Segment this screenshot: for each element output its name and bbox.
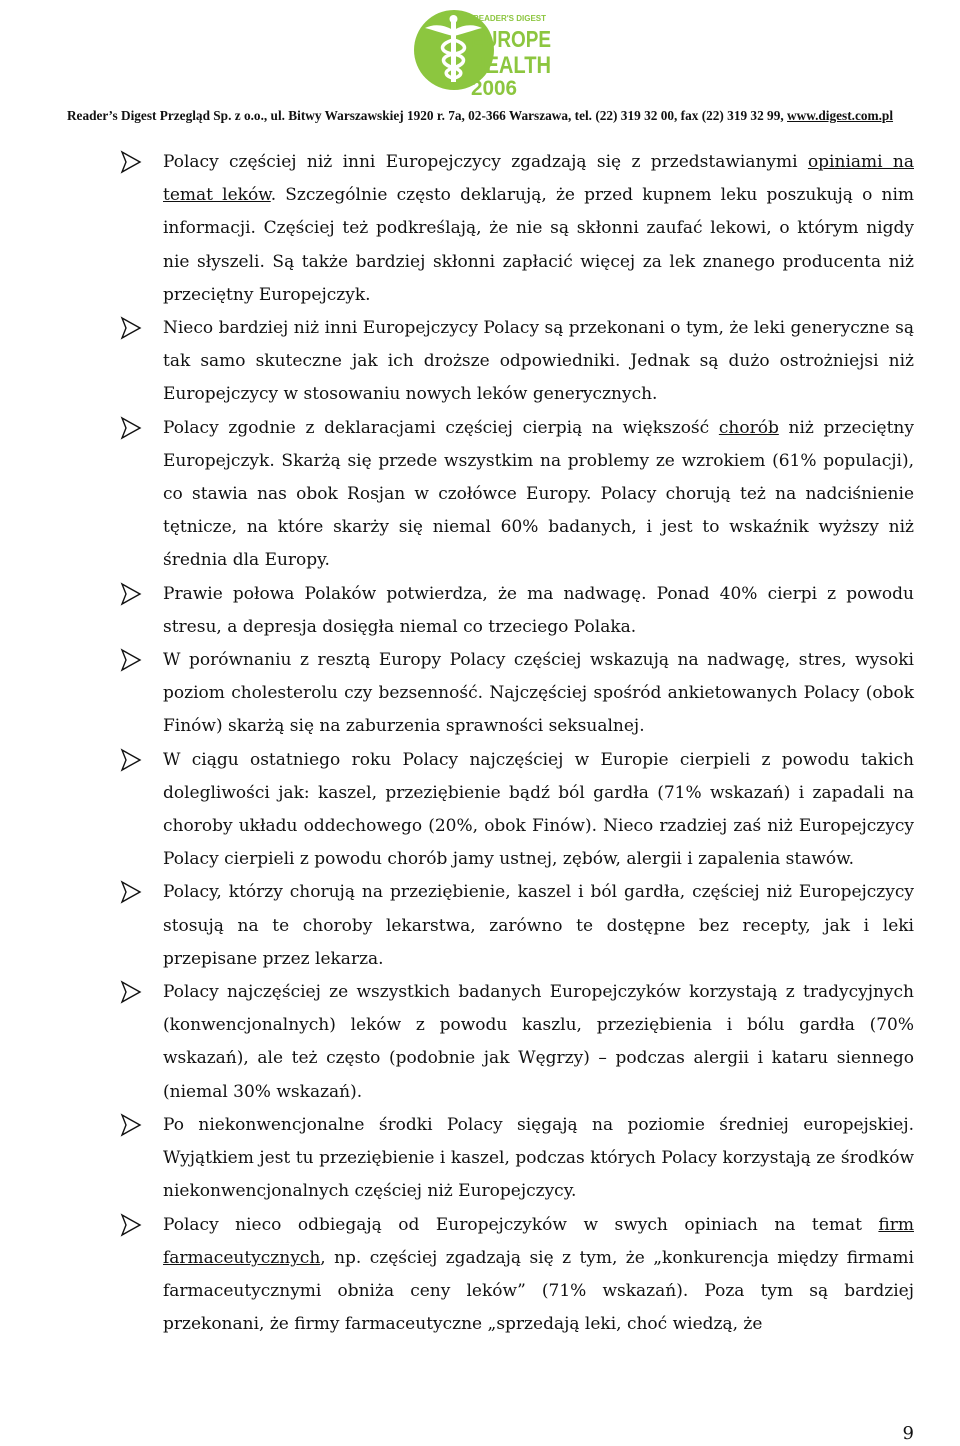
hyperlink-opiniami-na-temat-lekow[interactable]: opiniami na temat leków (163, 152, 914, 206)
list-item (0, 876, 960, 976)
list-item-text-part: W ciągu ostatniego roku Polacy najczęściej w Europie cierpieli z powodu takich dolegliwości jak: kaszel, przeziębienie bądź ból gardła (71% wskazań) i zapadali na choroby układu oddechowego (20%, obok Finów). Nieco rzadziej zaś niż Europejczycy Polacy cierpieli z powodu chorób jamy ustnej, zębów, alergii i zapalenia stawów. (163, 749, 914, 870)
list-item-text-part: Polacy częściej niż inni Europejczycy zgadzają się z przedstawianymi (163, 152, 808, 172)
list-item (0, 1109, 960, 1209)
list-item-text-part: Polacy najczęściej ze wszystkich badanych Europejczyków korzystają z tradycyjnych (konwencjonalnych) leków z powodu kaszlu, przeziębienia i bólu gardła (70% wskazań), ale też często (podobnie jak Węgrzy) – podczas alergii i kataru siennego (niemal 30% wskazań). (163, 982, 914, 1102)
list-item-text-part: Polacy, którzy chorują na przeziębienie, kaszel i ból gardła, częściej niż Europejczycy stosują na te choroby lekarstwa, zarówno te dostępne bez recepty, jak i leki przepisane przez lekarza. (163, 882, 914, 969)
arrowhead-bullet-icon (120, 880, 142, 904)
logo-line1: READER'S DIGEST (473, 14, 547, 23)
list-item-text (163, 578, 914, 644)
list-item (0, 412, 960, 578)
logo-line3: HEALTH (471, 52, 551, 79)
arrowhead-bullet-icon (120, 648, 142, 672)
arrowhead-bullet-icon (120, 416, 142, 440)
arrowhead-bullet-icon (120, 748, 142, 772)
page-number: 9 (902, 1423, 914, 1444)
hyperlink-chorob[interactable]: chorób (718, 417, 779, 438)
list-item-text (163, 146, 914, 312)
list-item-text (163, 1109, 914, 1209)
list-item (0, 312, 960, 412)
arrowhead-bullet-icon (120, 316, 142, 340)
list-item (0, 744, 960, 877)
list-item-text-part: Polacy zgodnie z deklaracjami częściej cierpią na większość (163, 417, 719, 438)
logo-line4: 2006 (471, 77, 517, 100)
publisher-website-link[interactable]: www.digest.com.pl (787, 108, 894, 123)
list-item-text-part: W porównaniu z resztą Europy Polacy częściej wskazują na nadwagę, stres, wysoki poziom cholesterolu czy bezsenność. Najczęściej spośród ankietowanych Polacy (obok Finów) skarżą się na zaburzenia sprawności seksualnej. (163, 650, 914, 737)
list-item-text (163, 312, 914, 412)
arrowhead-bullet-icon (120, 582, 142, 606)
publisher-address-line (0, 108, 960, 124)
europe-health-2006-logo (409, 2, 557, 102)
list-item (0, 146, 960, 312)
list-item-text-part: niż przeciętny Europejczyk. Skarżą się przede wszystkim na problemy ze wzrokiem (61% populacji), co stawia nas obok Rosjan w czołówce Europy. Polacy chorują też na nadciśnienie tętnicze, na które skarży się niemal 60% badanych, i jest to wskaźnik wyższy niż średnia dla Europy. (163, 417, 914, 571)
logo-line2: EUROPE (471, 26, 551, 52)
list-item-text-part: , np. częściej zgadzają się z tym, że „konkurencja między firmami farmaceutycznymi obniża ceny leków” (71% wskazań). Poza tym są bardziej przekonani, że firmy farmaceutyczne „sprzedają leki, choć wiedzą, że (163, 1247, 914, 1335)
hyperlink-firm-farmaceutycznych[interactable]: firm farmaceutycznych (163, 1214, 914, 1268)
bullet-list (0, 146, 960, 1341)
arrowhead-bullet-icon (120, 980, 142, 1004)
list-item-text-part: Nieco bardziej niż inni Europejczycy Polacy są przekonani o tym, że leki generyczne są tak samo skuteczne jak ich droższe odpowiedniki. Jednak są dużo ostrożniejsi niż Europejczycy w stosowaniu nowych leków generycznych. (163, 318, 914, 405)
list-item-text (163, 644, 914, 744)
arrowhead-bullet-icon (120, 1113, 142, 1137)
arrowhead-bullet-icon (120, 150, 142, 174)
list-item-text (163, 1209, 914, 1342)
list-item-text (163, 412, 914, 578)
publisher-address: Reader’s Digest Przegląd Sp. z o.o., ul. Bitwy Warszawskiej 1920 r. 7a, 02-366 Warszawa, tel. (22) 319 32 00, fax (22) 319 32 99, (66, 108, 788, 123)
list-item-text (163, 876, 914, 976)
list-item-text-part: . Szczególnie często deklarują, że przed kupnem leku poszukują o nim informacji. Częściej też podkreślają, że nie są skłonni zaufać lekowi, o którym nigdy nie słyszeli. Są także bardziej skłonni zapłacić więcej za lek znanego producenta niż przeciętny Europejczyk. (163, 185, 914, 305)
arrowhead-bullet-icon (120, 1213, 142, 1237)
list-item (0, 976, 960, 1109)
list-item (0, 644, 960, 744)
list-item-text (163, 744, 914, 877)
list-item (0, 578, 960, 644)
list-item-text-part: Polacy nieco odbiegają od Europejczyków w swych opiniach na temat (163, 1214, 879, 1235)
list-item-text-part: Prawie połowa Polaków potwierdza, że ma nadwagę. Ponad 40% cierpi z powodu stresu, a depresja dosięgła niemal co trzeciego Polaka. (163, 583, 914, 637)
list-item-text (163, 976, 914, 1109)
list-item (0, 1209, 960, 1342)
list-item-text-part: Po niekonwencjonalne środki Polacy sięgają na poziomie średniej europejskiej. Wyjątkiem jest tu przeziębienie i kaszel, podczas których Polacy korzystają ze środków niekonwencjonalnych częściej niż Europejczycy. (163, 1114, 914, 1202)
